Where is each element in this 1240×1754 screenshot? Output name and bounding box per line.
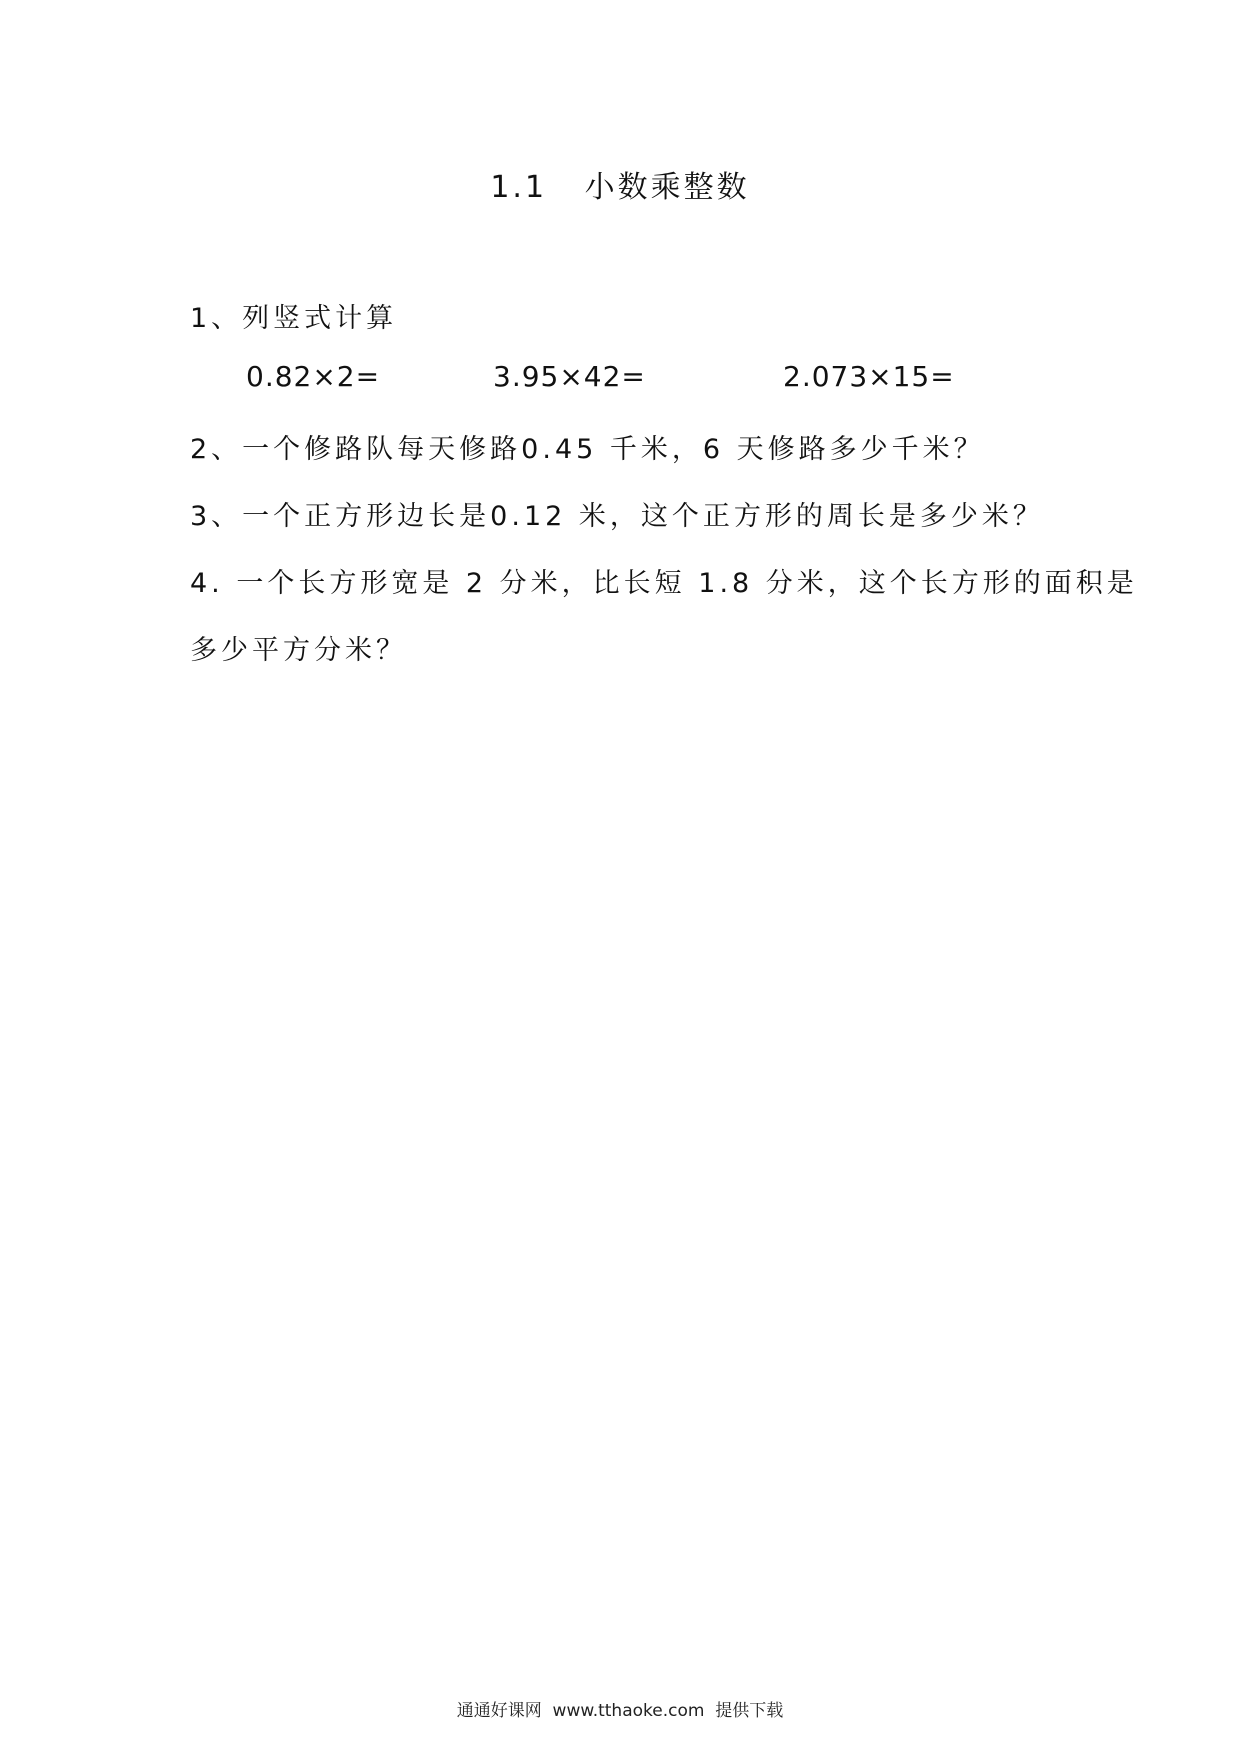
question-4-line-1: 4. 一个长方形宽是 2 分米，比长短 1.8 分米，这个长方形的面积是	[190, 568, 1138, 599]
question-2: 2、一个修路队每天修路0.45 千米，6 天修路多少千米？	[190, 434, 985, 465]
expression-3: 2.073×15=	[783, 360, 955, 393]
question-3: 3、一个正方形边长是0.12 米，这个正方形的周长是多少米？	[190, 501, 1044, 532]
expression-2: 3.95×42=	[493, 360, 646, 393]
page-title: 1.1 小数乘整数	[490, 170, 750, 205]
question-4-line-2: 多少平方分米？	[190, 635, 407, 666]
footer-credit: 通通好课网 www.tthaoke.com 提供下载	[456, 1701, 784, 1721]
question-1-heading: 1、列竖式计算	[190, 303, 398, 334]
expression-1: 0.82×2=	[246, 360, 381, 393]
